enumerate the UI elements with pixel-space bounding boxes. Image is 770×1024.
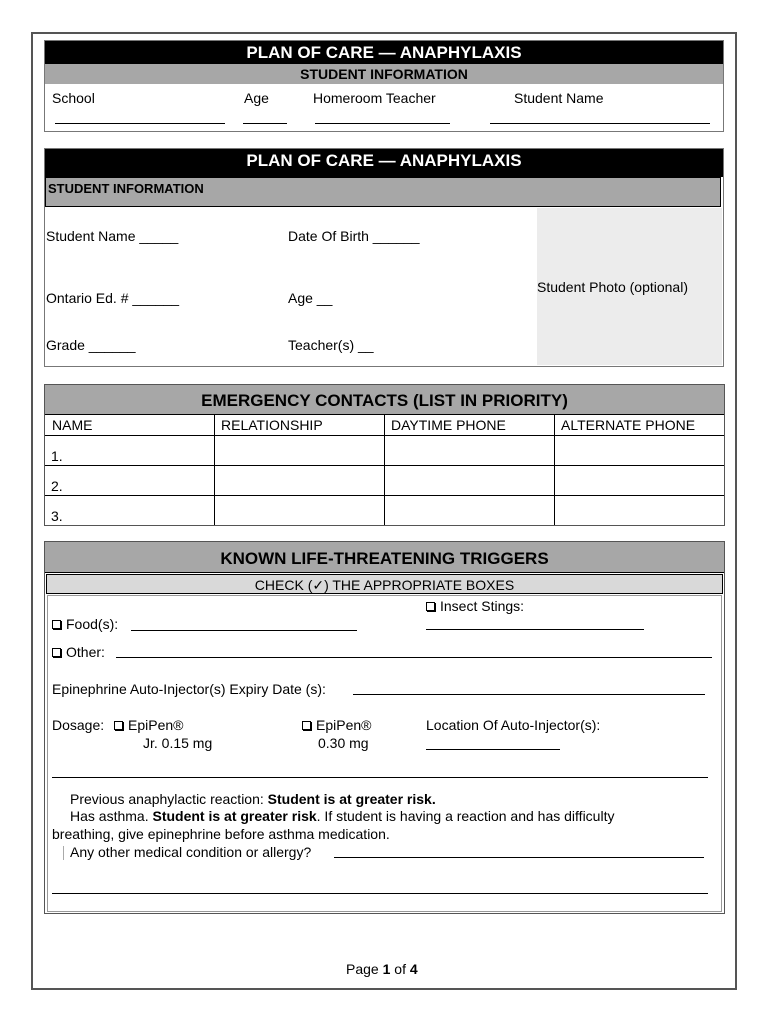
previous-reaction-label: Previous anaphylactic reaction: <box>70 791 264 807</box>
contacts-header-alternate-phone: ALTERNATE PHONE <box>555 415 724 436</box>
triggers-inner-frame <box>47 595 722 912</box>
contact-row-1-relationship[interactable] <box>215 436 385 466</box>
field-label-school: School <box>52 90 95 106</box>
other-input-line[interactable] <box>116 657 712 658</box>
dosage-label: Dosage: <box>52 717 105 733</box>
expiry-input-line[interactable] <box>353 694 705 695</box>
grade-field[interactable]: Grade ______ <box>46 337 136 353</box>
student-name-input-line[interactable] <box>490 123 710 124</box>
page-footer <box>346 961 418 977</box>
other-label: Other: <box>66 644 105 660</box>
section2-subtitle: STUDENT INFORMATION <box>45 177 721 207</box>
insect-stings-option[interactable] <box>426 598 524 614</box>
contact-row-2-name[interactable]: 2. <box>45 466 215 496</box>
notes-line-2[interactable] <box>52 893 708 894</box>
food-option[interactable] <box>52 616 118 632</box>
other-checkbox[interactable] <box>52 648 61 657</box>
contact-row-2-relationship[interactable] <box>215 466 385 496</box>
triggers-title: KNOWN LIFE-THREATENING TRIGGERS <box>45 542 724 573</box>
epipen-option[interactable] <box>302 717 371 733</box>
insect-stings-input-line[interactable] <box>426 629 644 630</box>
other-condition-label: Any other medical condition or allergy? <box>70 844 312 860</box>
food-input-line[interactable] <box>131 630 357 631</box>
location-label: Location Of Auto-Injector(s): <box>426 717 601 733</box>
school-input-line[interactable] <box>55 123 225 124</box>
contacts-header-name: NAME <box>45 415 215 436</box>
field-label-age: Age <box>244 90 269 106</box>
previous-reaction-text <box>70 791 436 807</box>
other-condition-marker <box>63 846 64 860</box>
asthma-text-line2: breathing, give epinephrine before asthma medication. <box>52 826 390 842</box>
section1-title: PLAN OF CARE — ANAPHYLAXIS <box>45 41 723 64</box>
epipen-jr-dose: Jr. 0.15 mg <box>143 735 213 751</box>
asthma-rest: . If student is having a reaction and has difficulty <box>316 808 615 824</box>
asthma-risk: Student is at greater risk <box>152 808 317 824</box>
expiry-label: Epinephrine Auto-Injector(s) Expiry Date (s): <box>52 681 326 697</box>
epipen-jr-option[interactable] <box>114 717 183 733</box>
other-condition-input-line[interactable] <box>334 857 704 858</box>
other-option[interactable] <box>52 644 105 660</box>
field-label-student-name: Student Name <box>514 90 604 106</box>
location-input-line[interactable] <box>426 749 560 750</box>
contact-row-2-daytime-phone[interactable] <box>385 466 555 496</box>
food-checkbox[interactable] <box>52 620 61 629</box>
contacts-title: EMERGENCY CONTACTS (LIST IN PRIORITY) <box>45 385 724 415</box>
triggers-subtitle: CHECK (✓) THE APPROPRIATE BOXES <box>46 574 723 594</box>
contact-row-3-alternate-phone[interactable] <box>555 496 724 525</box>
contact-row-2-alternate-phone[interactable] <box>555 466 724 496</box>
asthma-label: Has asthma. <box>70 808 149 824</box>
section1-subtitle: STUDENT INFORMATION <box>45 64 723 84</box>
section2-title: PLAN OF CARE — ANAPHYLAXIS <box>45 149 723 177</box>
contact-row-1-alternate-phone[interactable] <box>555 436 724 466</box>
age-field[interactable]: Age __ <box>288 290 333 306</box>
epipen-jr-checkbox[interactable] <box>114 721 123 730</box>
epipen-checkbox[interactable] <box>302 721 311 730</box>
contact-row-3-daytime-phone[interactable] <box>385 496 555 525</box>
insect-stings-checkbox[interactable] <box>426 602 435 611</box>
insect-stings-label: Insect Stings: <box>440 598 525 614</box>
epipen-jr-label: EpiPen® <box>128 717 184 733</box>
notes-line-1[interactable] <box>52 777 708 778</box>
age-input-line[interactable] <box>243 123 287 124</box>
date-of-birth-field[interactable]: Date Of Birth ______ <box>288 228 420 244</box>
student-name-field[interactable]: Student Name _____ <box>46 228 179 244</box>
page-total: 4 <box>409 961 418 977</box>
contact-row-1-name[interactable]: 1. <box>45 436 215 466</box>
asthma-text <box>70 808 614 824</box>
contacts-header-relationship: RELATIONSHIP <box>215 415 385 436</box>
teachers-field[interactable]: Teacher(s) __ <box>288 337 374 353</box>
of-word: of <box>394 961 406 977</box>
epipen-label: EpiPen® <box>316 717 372 733</box>
page-word: Page <box>346 961 379 977</box>
contact-row-3-relationship[interactable] <box>215 496 385 525</box>
field-label-homeroom-teacher: Homeroom Teacher <box>313 90 436 106</box>
page-number: 1 <box>382 961 391 977</box>
contact-row-1-daytime-phone[interactable] <box>385 436 555 466</box>
contact-row-3-name[interactable]: 3. <box>45 496 215 525</box>
contacts-header-daytime-phone: DAYTIME PHONE <box>385 415 555 436</box>
food-label: Food(s): <box>66 616 119 632</box>
epipen-dose: 0.30 mg <box>318 735 369 751</box>
previous-reaction-risk: Student is at greater risk. <box>267 791 436 807</box>
student-photo-label: Student Photo (optional) <box>537 279 688 295</box>
ontario-ed-field[interactable]: Ontario Ed. # ______ <box>46 290 180 306</box>
homeroom-teacher-input-line[interactable] <box>315 123 450 124</box>
